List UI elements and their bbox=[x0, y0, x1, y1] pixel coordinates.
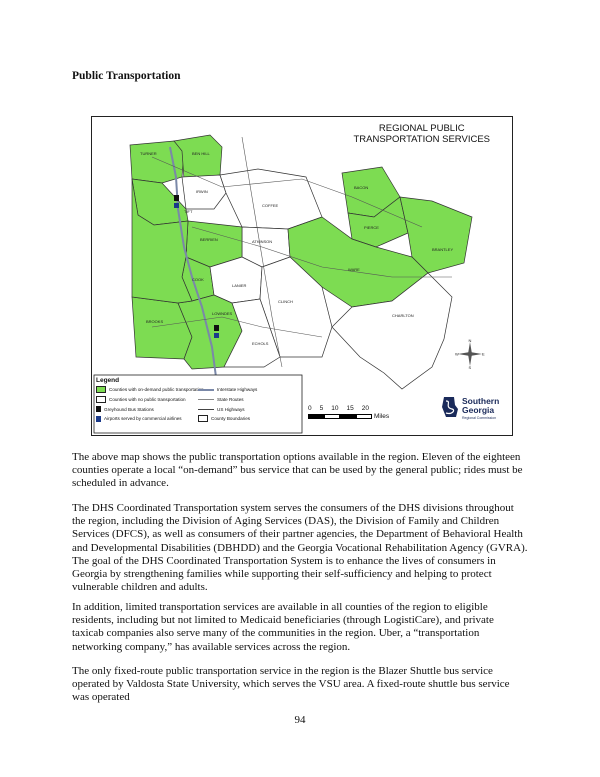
paragraph-4: The only fixed-route public transportation service in the region is the Blazer Shuttle bus service operated by Valdosta State University, which serves the VSU area. A fixed-route shuttle bus service was operated bbox=[72, 665, 510, 704]
boundary-swatch-icon bbox=[198, 415, 208, 422]
svg-text:BRANTLEY: BRANTLEY bbox=[432, 247, 454, 252]
paragraph-2: The DHS Coordinated Transportation system serves the consumers of the DHS divisions throughout the region, including the Division of Aging Services (DAS), the Division of Family and Children Services (DFCS), as well as consumers of their partner agencies, the Department of Behavioral Health and Developmental Disabilities (DBHDD) and the Georgia Vocational Rehabilitation Agency (GVRA). The goal of the DHS Coordinated Transportation System is to enhance the lives of consumers in Georgia by strengthening families while supporting their self-sufficiency and helping to protect vulnerable children and adults. bbox=[72, 502, 528, 594]
svg-text:IRWIN: IRWIN bbox=[196, 189, 208, 194]
label-turner: TURNER bbox=[140, 151, 157, 156]
bus-station-icon bbox=[96, 406, 101, 412]
interstate-line-icon bbox=[198, 389, 214, 391]
map-title-line1: REGIONAL PUBLIC bbox=[378, 123, 465, 134]
legend-item-greyhound bbox=[96, 406, 198, 412]
legend-item-airports bbox=[96, 415, 198, 422]
svg-text:ATKINSON: ATKINSON bbox=[252, 239, 273, 244]
svg-text:BEN HILL: BEN HILL bbox=[192, 151, 210, 156]
logo-line1: Southern bbox=[462, 396, 500, 406]
georgia-state-logo-icon bbox=[440, 395, 460, 419]
airport-icon bbox=[96, 416, 101, 422]
state-route-line-icon bbox=[198, 399, 214, 400]
compass-e: E bbox=[482, 351, 485, 357]
svg-text:LANIER: LANIER bbox=[232, 283, 247, 288]
legend-item-no-transport bbox=[96, 396, 198, 403]
page-number: 94 bbox=[294, 714, 306, 726]
paragraph-1: The above map shows the public transportation options available in the region. Eleven of the eighteen counties operate a local “on-demand” bus service that can be used by the general public; rides must be scheduled in advance. bbox=[72, 451, 523, 490]
compass-s: S bbox=[468, 365, 472, 369]
map-title bbox=[353, 123, 490, 145]
svg-text:WARE: WARE bbox=[348, 267, 360, 272]
section-heading: Public Transportation bbox=[72, 70, 181, 82]
paragraph-3: In addition, limited transportation services are available in all counties of the region to eligible residents, including but not limited to Medicaid beneficiaries (through LogistiCare), and private taxicab companies also serve many of the communities in the region. Uber, a “transportation networking company,” has available services across the region. bbox=[72, 601, 494, 653]
southern-georgia-logo bbox=[440, 393, 508, 427]
compass-rose-icon bbox=[455, 339, 485, 371]
legend-label: Interstate Highways bbox=[217, 387, 258, 392]
logo-subtitle: Regional Commission bbox=[462, 416, 497, 420]
svg-text:CLINCH: CLINCH bbox=[278, 299, 293, 304]
svg-text:LOWNDES: LOWNDES bbox=[212, 311, 233, 316]
scale-tick: 15 bbox=[346, 405, 354, 412]
compass-w: W bbox=[455, 351, 459, 357]
svg-text:TIFT: TIFT bbox=[184, 209, 193, 214]
scale-tick: 5 bbox=[319, 405, 324, 412]
scale-tick: 20 bbox=[361, 405, 369, 412]
legend-item-county-boundaries bbox=[198, 415, 296, 422]
svg-text:ECHOLS: ECHOLS bbox=[252, 341, 269, 346]
legend-label: Counties with no public transportation bbox=[109, 397, 186, 402]
svg-text:CHARLTON: CHARLTON bbox=[392, 313, 414, 318]
svg-text:PIERCE: PIERCE bbox=[364, 225, 379, 230]
map-title-line2: TRANSPORTATION SERVICES bbox=[353, 134, 490, 145]
white-swatch-icon bbox=[96, 396, 106, 403]
legend-label: County Boundaries bbox=[211, 416, 251, 421]
legend-item-state-routes bbox=[198, 396, 296, 403]
svg-text:BERRIEN: BERRIEN bbox=[200, 237, 218, 242]
us-highway-line-icon bbox=[198, 409, 214, 410]
legend-label: Greyhound Bus Stations bbox=[104, 406, 154, 412]
legend-label: State Routes bbox=[217, 397, 244, 402]
map-scale-bar bbox=[308, 405, 389, 420]
svg-text:BROOKS: BROOKS bbox=[146, 319, 164, 324]
scale-unit: Miles bbox=[374, 413, 390, 420]
scale-tick: 0 bbox=[308, 405, 312, 412]
green-swatch-icon bbox=[96, 386, 106, 393]
svg-text:COFFEE: COFFEE bbox=[262, 203, 279, 208]
legend-label: Airports served by commercial airlines bbox=[104, 416, 182, 421]
legend-label: Counties with on-demand public transportation bbox=[109, 387, 204, 392]
legend-item-interstate bbox=[198, 386, 296, 393]
legend-title: Legend bbox=[96, 377, 120, 384]
logo-line2: Georgia bbox=[462, 404, 495, 415]
compass-n: N bbox=[468, 339, 472, 343]
svg-text:BACON: BACON bbox=[354, 185, 369, 190]
legend-label: US Highways bbox=[217, 406, 245, 412]
regional-transportation-map bbox=[91, 116, 513, 436]
map-legend bbox=[96, 377, 296, 422]
county-coffee bbox=[220, 169, 322, 229]
svg-text:COOK: COOK bbox=[192, 277, 204, 282]
legend-item-on-demand bbox=[96, 386, 204, 393]
scale-tick: 10 bbox=[331, 405, 339, 412]
legend-item-us-highways bbox=[198, 406, 296, 412]
